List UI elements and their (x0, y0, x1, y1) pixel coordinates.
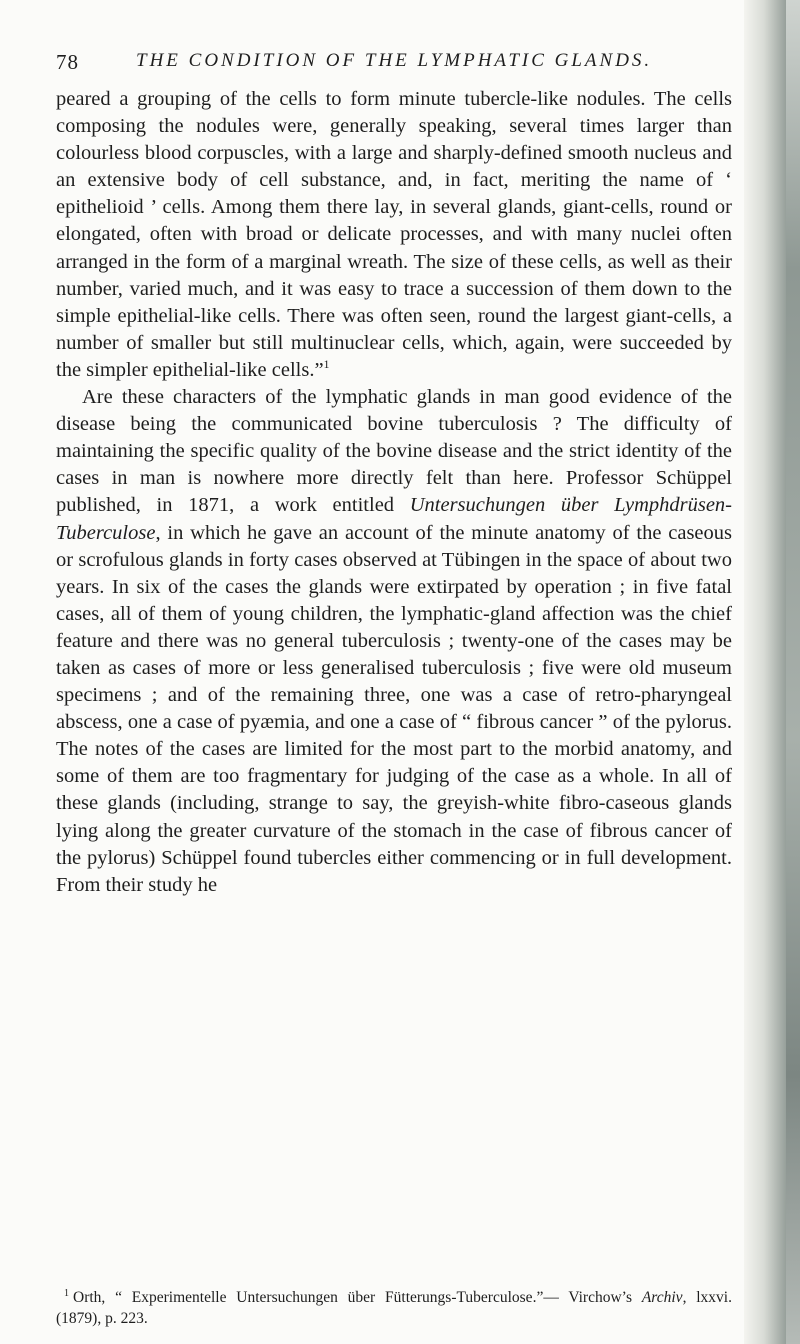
footnote-text-end: , lxxvi. (1879), p. 223. (56, 1289, 732, 1327)
paragraph-continuation (56, 86, 732, 384)
body-text (56, 86, 732, 899)
paragraph-2-text-end: , in which he gave an account of the minute anatomy of the caseous or scrofulous glands in forty cases observed at Tübingen in the space of about two years. In six of the cases the glands were extirpated by operation ; in five fatal cases, all of them of young children, the lymphatic-gland affection was the chief feature and there was no general tuberculosis ; twenty-one of the cases may be taken as cases of more or less generalised tuberculosis ; five were old museum specimens ; and of the remaining three, one was a case of retro-pharyngeal abscess, one a case of pyæmia, and one a case of “ fibrous cancer ” of the pylorus. The notes of the cases are limited for the most part to the morbid anatomy, and some of them are too fragmentary for judging of the case as a whole. In all of these glands (including, strange to say, the greyish-white fibro-caseous glands lying along the greater curvature of the stomach in the case of fibrous cancer of the pylorus) Schüppel found tubercles either commencing or in full development. From their study he (56, 521, 732, 896)
paragraph-1-text: peared a grouping of the cells to form minute tubercle-like nodules. The cells composing the nodules were, generally speaking, several times larger than colourless blood corpuscles, with a large and sharply-defined smooth nucleus and an extensive body of cell substance, and, in fact, meriting the name of ‘ epithelioid ’ cells. Among them there lay, in several glands, giant-cells, round or elongated, often with broad or delicate processes, and with many nuclei often arranged in the form of a marginal wreath. The size of these cells, as well as their number, varied much, and it was easy to trace a succession of them down to the simple epithelial-like cells. There was often seen, round the largest giant-cells, a number of smaller but still multinuclear cells, which, again, were succeeded by the simpler epithelial-like cells.” (56, 88, 732, 381)
paragraph-2-text-start: Are these characters of the lymphatic glands in man good evidence of the disease being the communicated bovine tuberculosis ? The difficulty of maintaining the specific quality of the bovine disease and the strict identity of the cases in man is nowhere more directly felt than here. Professor Schüppel published, in 1871, a work entitled (56, 386, 732, 517)
footnote-journal: Archiv (641, 1289, 683, 1306)
footnote-reference: 1 (323, 357, 330, 372)
footnote-text-start: Orth, “ Experimentelle Untersuchungen über Fütterungs-Tuberculose.”— Virchow’s (73, 1289, 642, 1306)
paragraph-2 (56, 384, 732, 899)
page-number: 78 (56, 50, 79, 74)
running-title: THE CONDITION OF THE LYMPHATIC GLANDS. (136, 50, 653, 71)
page-header (56, 50, 736, 80)
footnote (56, 1287, 732, 1329)
binding-edge (786, 0, 800, 1344)
footnote-mark: 1 (64, 1287, 69, 1299)
cited-work-title: Untersuchungen über Lymphdrüsen-Tuberculose (56, 494, 733, 544)
